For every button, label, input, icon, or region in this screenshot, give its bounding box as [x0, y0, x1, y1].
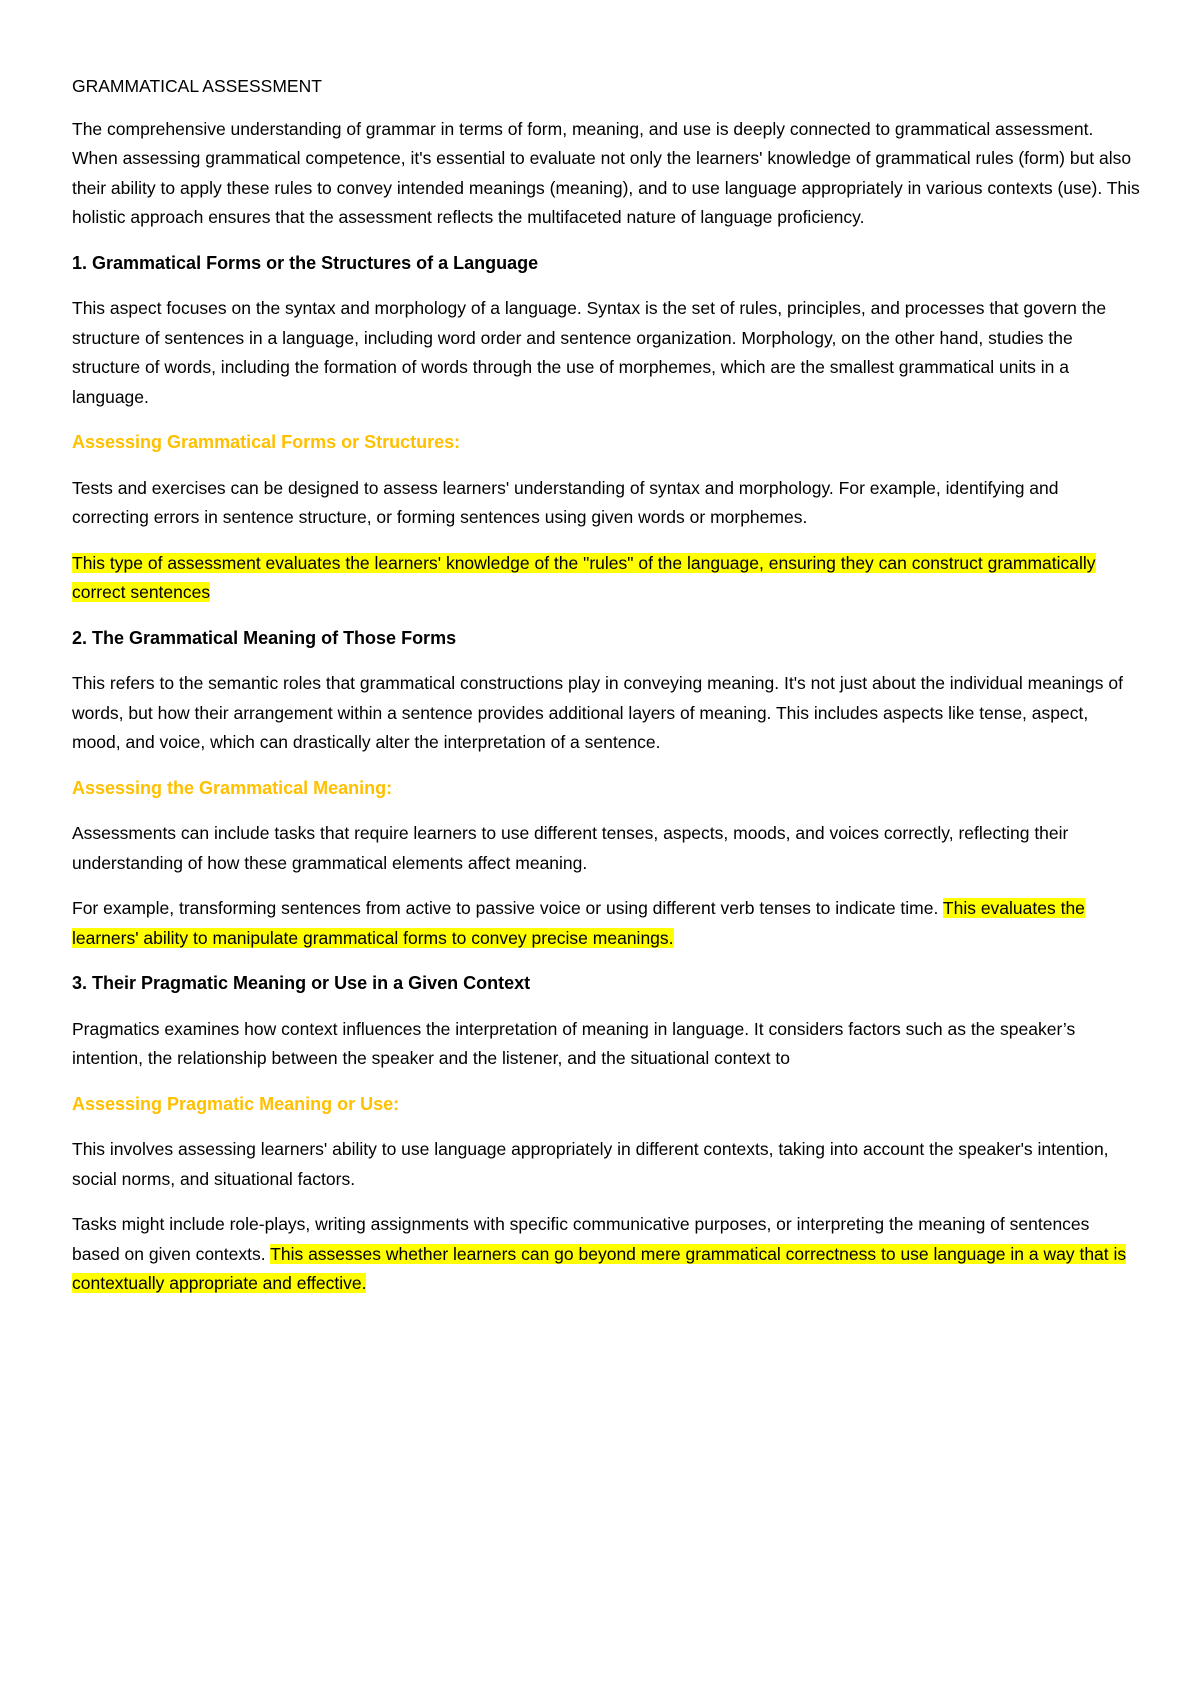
section-1-assessing-heading: Assessing Grammatical Forms or Structures: — [72, 432, 461, 452]
highlighted-text: This assesses whether learners can go beyond mere grammatical correctness to use language in a way that is contextually appropriate and effective. — [72, 1243, 1127, 1293]
section-3-assessing-heading: Assessing Pragmatic Meaning or Use: — [72, 1093, 400, 1114]
highlighted-text: This evaluates the learners' ability to manipulate grammatical forms to convey precise meanings. — [72, 898, 1085, 948]
section-3-body: Pragmatics examines how context influences the interpretation of meaning in language. It considers factors such as the speaker’s intention, the relationship between the speaker and the listener, and the situational context to — [72, 1018, 1076, 1068]
section-2-example-paragraph — [72, 894, 1140, 953]
example-text: For example, transforming sentences from active to passive voice or using different verb tenses to indicate time. — [72, 898, 943, 918]
section-2-assessing-heading: Assessing the Grammatical Meaning: — [72, 777, 393, 798]
document-title: GRAMMATICAL ASSESSMENT — [72, 76, 322, 96]
section-2-body: This refers to the semantic roles that grammatical constructions play in conveying meaning. It's not just about the individual meanings of words, but how their arrangement within a sentence provides additional layers of meaning. This includes aspects like tense, aspect, mood, and voice, which can drastically alter the interpretation of a sentence. — [72, 673, 1123, 752]
section-3-heading: 3. Their Pragmatic Meaning or Use in a Given Context — [72, 973, 531, 993]
section-2-heading: 2. The Grammatical Meaning of Those Forms — [72, 627, 457, 648]
section-1-assessing-body: Tests and exercises can be designed to assess learners' understanding of syntax and morphology. For example, identifying and correcting errors in sentence structure, or forming sentences using given words or morphemes. — [72, 477, 1059, 527]
highlighted-text: This type of assessment evaluates the learners' knowledge of the "rules" of the language, ensuring they can construct grammatically correct sentences — [72, 552, 1096, 602]
section-1-highlight-paragraph — [72, 549, 1140, 608]
example-text: Tasks might include role-plays, writing assignments with specific communicative purposes, or interpreting the meaning of sentences based on given contexts. — [72, 1214, 1090, 1264]
section-3-assessing-body: This involves assessing learners' ability to use language appropriately in different contexts, taking into account the speaker's intention, social norms, and situational factors. — [72, 1139, 1109, 1189]
intro-paragraph: The comprehensive understanding of grammar in terms of form, meaning, and use is deeply connected to grammatical assessment. When assessing grammatical competence, it's essential to evaluate not only the learners' knowledge of grammatical rules (form) but also their ability to apply these rules to convey intended meanings (meaning), and to use language appropriately in various contexts (use). This holistic approach ensures that the assessment reflects the multifaceted nature of language proficiency. — [72, 118, 1140, 227]
section-2-assessing-body: Assessments can include tasks that require learners to use different tenses, aspects, moods, and voices correctly, reflecting their understanding of how these grammatical elements affect meaning. — [72, 823, 1069, 873]
section-1-heading: 1. Grammatical Forms or the Structures of a Language — [72, 252, 539, 273]
section-3-example-paragraph — [72, 1210, 1140, 1299]
section-1-body: This aspect focuses on the syntax and morphology of a language. Syntax is the set of rules, principles, and processes that govern the structure of sentences in a language, including word order and sentence organization. Morphology, on the other hand, studies the structure of words, including the formation of words through the use of morphemes, which are the smallest grammatical units in a language. — [72, 298, 1107, 407]
